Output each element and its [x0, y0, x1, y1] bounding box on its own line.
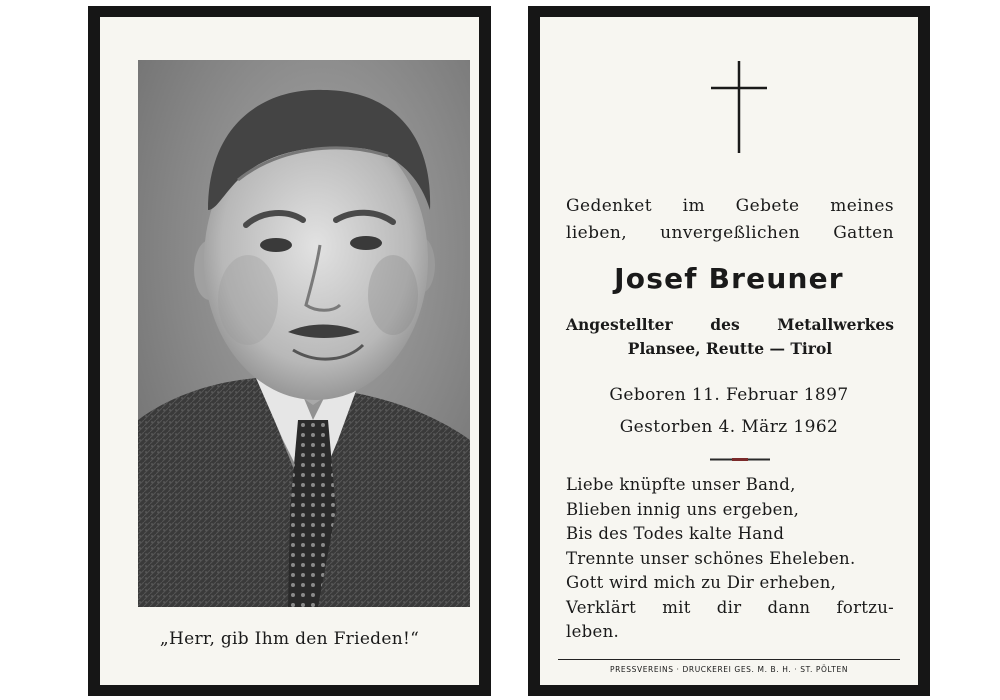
printer-imprint: PRESSVEREINS · DRUCKEREI GES. M. B. H. · ST. PÖLTEN — [609, 665, 849, 674]
cross-icon — [711, 61, 767, 153]
poem-line: Verklärt mit dir dann fortzu- — [566, 597, 894, 617]
birth-date: Geboren 11. Februar 1897 — [609, 385, 849, 405]
poem-line: Trennte unser schönes Eheleben. — [566, 548, 856, 568]
memorial-card-right — [528, 6, 930, 696]
intro-text — [566, 193, 894, 247]
portrait-illustration — [138, 60, 470, 607]
card-right-paper — [540, 17, 918, 685]
intro-line-1: Gedenket im Gebete meines — [566, 196, 894, 216]
portrait-photo — [138, 60, 470, 607]
deceased-name: Josef Breuner — [614, 262, 844, 295]
poem-line: leben. — [566, 622, 620, 641]
occupation-line-1: Angestellter des Metallwerkes — [566, 315, 894, 334]
poem-line: Blieben innig uns ergeben, — [566, 499, 800, 519]
poem-line: Gott wird mich zu Dir erheben, — [566, 573, 837, 592]
memorial-card-left — [88, 6, 491, 696]
imprint-rule — [558, 659, 900, 660]
death-date: Gestorben 4. März 1962 — [619, 417, 839, 437]
prayer-caption: „Herr, gib Ihm den Frieden!“ — [159, 629, 420, 649]
occupation-text — [566, 313, 894, 360]
intro-line-2: lieben, unvergeßlichen Gatten — [566, 223, 894, 243]
poem-line: Liebe knüpfte unser Band, — [566, 475, 796, 494]
memorial-poem — [566, 473, 894, 645]
poem-line: Bis des Todes kalte Hand — [566, 524, 785, 543]
occupation-line-2: Plansee, Reutte — Tirol — [627, 339, 833, 358]
divider-ornament — [710, 458, 770, 461]
card-left-paper — [100, 17, 479, 685]
